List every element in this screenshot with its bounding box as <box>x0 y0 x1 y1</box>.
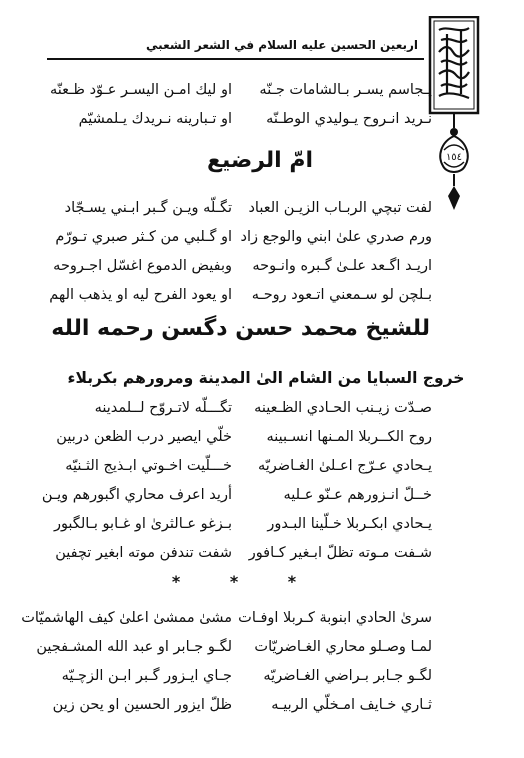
verse-right: نـريد انـروح يـوليدي الوطـنّه <box>266 111 432 127</box>
verse-right: سرىٰ الحادي ابنوبة كـربلا اوفـات <box>238 610 432 626</box>
verse-left: مشىٰ ممشىٰ اعلىٰ كيف الهاشميّات <box>21 610 232 626</box>
verse-right: يـحادي ابكـربلا خـلّينا البـدور <box>267 516 432 532</box>
verse-left: لگـو جـابر او عبد الله المشـفجين <box>36 639 232 655</box>
section-title: للشيخ محمد حسن دگسن رحمه الله <box>51 316 430 341</box>
verse-left: او ليك امـن اليسـر عـوّد ظـعنّه <box>50 82 232 98</box>
verse-left: او تـبارينه نـريدك يـلمشيّم <box>78 111 232 127</box>
verse-left: بـزغو عـالثرىٰ او غـابو بـالگبور <box>53 516 232 532</box>
calligraphy-seal-ornament <box>427 16 481 212</box>
verse-left: تگـــلّه لاتـروّح لــلمدينه <box>94 400 232 416</box>
verse-right: يـحادي عـرّج اعـلىٰ الغـاضريّه <box>258 458 432 474</box>
running-header-title: اربعين الحسين عليه السلام في الشعر الشعبي <box>146 38 418 52</box>
verse-right: صـدّت زيـنب الحـادي الظـعينه <box>254 400 432 416</box>
page-number: ١٥٤ <box>445 152 463 163</box>
verse-left: أريد اعرف محاري اگبورهم ويـن <box>41 487 232 503</box>
verse-left: تگـلّه ويـن گـبر ابـني يسـجّاد <box>64 200 232 216</box>
verse-right: اريـد اگـعد علـىٰ گـبره وانـوحه <box>252 258 432 274</box>
verse-right: لفت تبچي الربـاب الزيـن العباد <box>248 200 432 216</box>
verse-right: ثـاري خـايف امـخلّي الربيـه <box>271 697 432 713</box>
verse-left: وبفيض الدموع اغسّل اجـروحه <box>53 258 232 274</box>
verse-right: خــلّ انـزورهم عـنّو عـليه <box>283 487 432 503</box>
verse-left: جـاي ايـزور گـبر ابـن الزچـيّه <box>61 668 232 684</box>
verse-right: شـفت مـوته تظلّ ابـغير كـافور <box>248 545 432 561</box>
verse-left: شفت تندفن موته ابغير تچفين <box>55 545 232 561</box>
section-title: امّ الرضيع <box>206 148 314 173</box>
verse-left: او گـلبي من كـثر صبري تـورّم <box>55 229 232 245</box>
verse-right: لگـو جـابر بـراضي الغـاضريّه <box>263 668 432 684</box>
verse-left: ظلّ ايزور الحسين او يحن زين <box>52 697 232 713</box>
verse-right: روح الكــربلا المـنها انسـبينه <box>266 429 432 445</box>
verse-left: او يعود الفرح ليه او يذهب الهم <box>49 287 232 303</box>
verse-right: يـجاسم يسـر بـالشامات جـنّه <box>259 82 432 98</box>
stanza-separator: * * * <box>171 572 319 591</box>
verse-right: بـلچن لو سـمعني اتـعود روحـه <box>251 287 432 303</box>
verse-right: ورم صدري علىٰ ابني والوجع زاد <box>240 229 432 245</box>
verse-right: لمـا وصـلو محاري الغـاضريّات <box>254 639 432 655</box>
verse-left: خلّي ايصير درب الظعن دربين <box>56 429 232 445</box>
header-rule <box>47 58 424 60</box>
section-subtitle: خروج السبايا من الشام الىٰ المدينة ومرورهم بكربلاء <box>67 369 465 387</box>
verse-left: خـــلّيت اخـوتي ابـذيج الثـنيّه <box>65 458 232 474</box>
